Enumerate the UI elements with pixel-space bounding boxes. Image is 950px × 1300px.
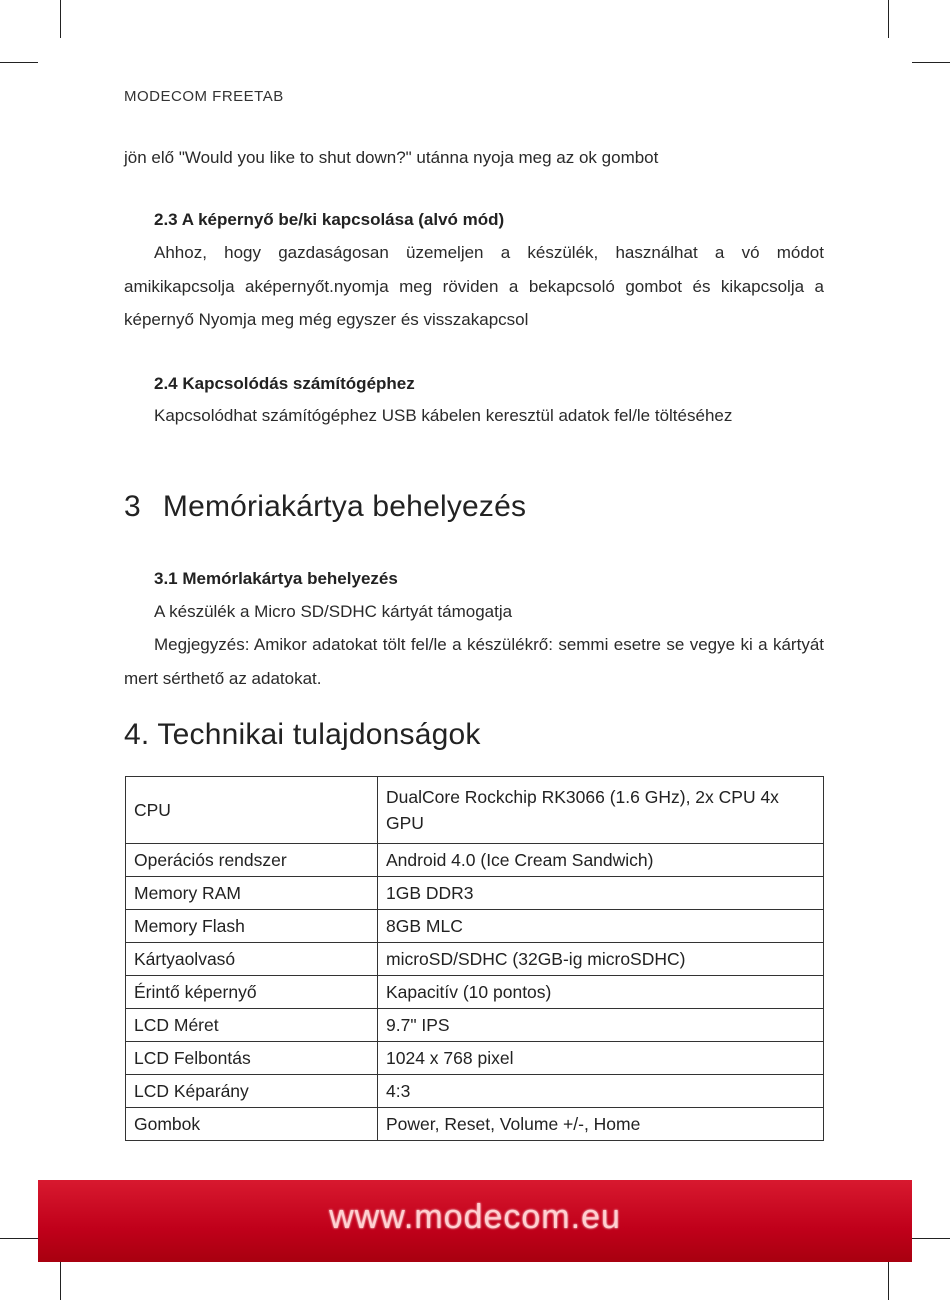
crop-mark bbox=[0, 62, 38, 63]
table-row bbox=[126, 1108, 824, 1141]
crop-mark bbox=[912, 1238, 950, 1239]
crop-mark bbox=[912, 62, 950, 63]
crop-mark bbox=[888, 0, 889, 38]
spec-value: Power, Reset, Volume +/-, Home bbox=[378, 1108, 824, 1141]
paragraph-2-3: Ahhoz, hogy gazdaságosan üzemeljen a készülék, használhat a vó módot amikikapcsolja aképernyőt.nyomja meg röviden a bekapcsoló gombot és kikapcsolja a képernyő Nyomja meg még egyszer és visszakapcsol bbox=[124, 243, 824, 329]
spec-key: LCD Képarány bbox=[126, 1075, 378, 1108]
table-row bbox=[126, 1042, 824, 1075]
section-4-heading bbox=[124, 718, 481, 752]
specs-table bbox=[125, 776, 824, 1141]
spec-key: Kártyaolvasó bbox=[126, 943, 378, 976]
spec-value: 8GB MLC bbox=[378, 910, 824, 943]
paragraph-2-4: Kapcsolódhat számítógéphez USB kábelen keresztül adatok fel/le töltéséhez bbox=[154, 406, 733, 425]
website-url[interactable]: www.modecom.eu bbox=[329, 1198, 621, 1236]
section-title: Technikai tulajdonságok bbox=[157, 718, 481, 751]
spec-value: Android 4.0 (Ice Cream Sandwich) bbox=[378, 844, 824, 877]
spec-key: LCD Méret bbox=[126, 1009, 378, 1042]
crop-mark bbox=[60, 1262, 61, 1300]
spec-key: Érintő képernyő bbox=[126, 976, 378, 1009]
table-row bbox=[126, 943, 824, 976]
spec-value: 1GB DDR3 bbox=[378, 877, 824, 910]
footer-banner bbox=[38, 1180, 912, 1262]
paragraph-card-support: A készülék a Micro SD/SDHC kártyát támogatja bbox=[154, 602, 513, 621]
spec-value: 9.7" IPS bbox=[378, 1009, 824, 1042]
table-row bbox=[126, 777, 824, 844]
subheading-2-4: 2.4 Kapcsolódás számítógéphez bbox=[154, 374, 415, 393]
table-row bbox=[126, 1009, 824, 1042]
table-row bbox=[126, 877, 824, 910]
table-row bbox=[126, 976, 824, 1009]
spec-key: LCD Felbontás bbox=[126, 1042, 378, 1075]
table-row bbox=[126, 1075, 824, 1108]
spec-key: Memory Flash bbox=[126, 910, 378, 943]
crop-mark bbox=[0, 1238, 38, 1239]
spec-value: Kapacitív (10 pontos) bbox=[378, 976, 824, 1009]
spec-value: DualCore Rockchip RK3066 (1.6 GHz), 2x CPU 4x GPU bbox=[378, 777, 824, 844]
section-title: Memóriakártya behelyezés bbox=[162, 490, 527, 523]
table-row bbox=[126, 910, 824, 943]
table-row bbox=[126, 844, 824, 877]
spec-key: CPU bbox=[126, 777, 378, 844]
spec-key: Memory RAM bbox=[126, 877, 378, 910]
crop-mark bbox=[60, 0, 61, 38]
spec-value: 1024 x 768 pixel bbox=[378, 1042, 824, 1075]
crop-mark bbox=[888, 1262, 889, 1300]
section-3-heading bbox=[124, 490, 526, 524]
spec-key: Gombok bbox=[126, 1108, 378, 1141]
spec-value: 4:3 bbox=[378, 1075, 824, 1108]
section-number: 3 bbox=[124, 490, 141, 523]
subheading-3-1: 3.1 Memórlakártya behelyezés bbox=[154, 569, 398, 588]
subheading-2-3: 2.3 A képernyő be/ki kapcsolása (alvó mód) bbox=[154, 210, 505, 229]
running-header: MODECOM FREETAB bbox=[124, 88, 284, 105]
paragraph-shutdown: jön elő "Would you like to shut down?" utánna nyoja meg az ok gombot bbox=[124, 148, 659, 167]
section-number: 4. bbox=[124, 718, 150, 751]
spec-key: Operációs rendszer bbox=[126, 844, 378, 877]
paragraph-card-note: Megjegyzés: Amikor adatokat tölt fel/le a készülékrő: semmi esetre se vegye ki a kártyát mert sérthető az adatokat. bbox=[124, 635, 824, 688]
spec-value: microSD/SDHC (32GB-ig microSDHC) bbox=[378, 943, 824, 976]
